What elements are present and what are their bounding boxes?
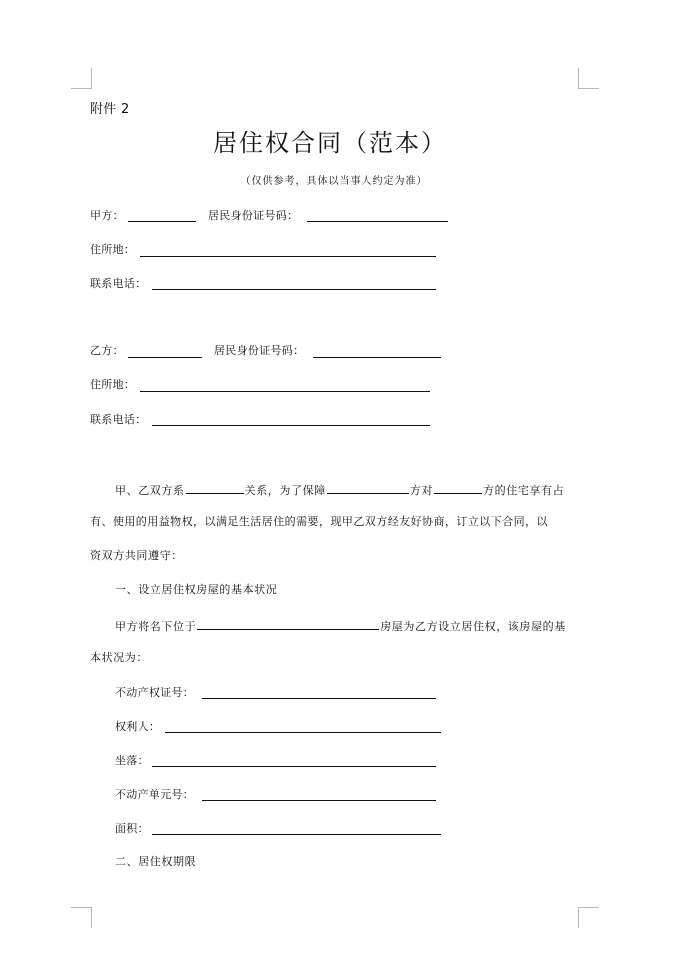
unit-number-blank[interactable]: [202, 800, 436, 801]
owner-party-blank[interactable]: [434, 481, 482, 494]
page-corner-mark: [578, 907, 599, 928]
area-blank[interactable]: [152, 834, 441, 835]
owner-label: 权利人：: [115, 720, 161, 733]
intro-text: 方的住宅享有占: [483, 484, 565, 497]
section-1-paragraph: [115, 617, 566, 634]
party-b-name-blank[interactable]: [128, 357, 202, 358]
party-b-address-blank[interactable]: [140, 391, 430, 392]
party-a-id-blank[interactable]: [307, 221, 448, 222]
intro-text: 方对: [409, 484, 434, 497]
page-corner-mark: [578, 68, 599, 89]
protected-party-blank[interactable]: [327, 481, 409, 494]
section-2-heading: 二、居住权期限: [115, 855, 197, 868]
house-location-blank[interactable]: [197, 617, 379, 630]
location-blank[interactable]: [152, 766, 436, 767]
party-b-address-label: 住所地：: [90, 378, 136, 391]
unit-number-label: 不动产单元号：: [115, 788, 195, 801]
owner-blank[interactable]: [165, 732, 441, 733]
party-a-phone-label: 联系电话：: [90, 277, 147, 290]
party-b-phone-label: 联系电话：: [90, 413, 147, 426]
page-corner-mark: [71, 907, 92, 928]
party-a-phone-blank[interactable]: [152, 289, 436, 290]
section-1-paragraph-line-2: 本状况为：: [90, 651, 148, 664]
party-a-name-blank[interactable]: [128, 221, 196, 222]
section-1-text: 甲方将名下位于: [115, 620, 197, 633]
section-1-heading: 一、设立居住权房屋的基本状况: [115, 583, 278, 596]
party-a-address-label: 住所地：: [90, 243, 136, 256]
party-b-phone-blank[interactable]: [152, 425, 430, 426]
cert-number-label: 不动产权证号：: [115, 686, 195, 699]
intro-line-1: [115, 481, 564, 498]
area-label: 面积：: [115, 822, 149, 835]
intro-line-3: 资双方共同遵守：: [90, 549, 183, 562]
party-a-address-blank[interactable]: [140, 256, 436, 257]
party-a-id-label: 居民身份证号码：: [208, 209, 299, 222]
section-1-text: 房屋为乙方设立居住权，该房屋的基: [380, 620, 566, 633]
party-b-id-label: 居民身份证号码：: [214, 344, 305, 357]
attachment-label: 附件 2: [90, 102, 130, 117]
party-a-label: 甲方：: [90, 209, 124, 222]
intro-text: 关系，为了保障: [244, 484, 326, 497]
document-title: 居住权合同（范本）: [213, 129, 447, 157]
location-label: 坐落：: [115, 754, 149, 767]
intro-line-2: 有、使用的用益物权，以满足生活居住的需要，现甲乙双方经友好协商，订立以下合同，以: [90, 515, 548, 528]
party-b-label: 乙方：: [90, 344, 124, 357]
cert-number-blank[interactable]: [202, 698, 436, 699]
intro-text: 甲、乙双方系: [115, 484, 185, 497]
page-corner-mark: [71, 68, 92, 89]
party-b-id-blank[interactable]: [313, 357, 441, 358]
relationship-blank[interactable]: [186, 481, 244, 494]
document-subtitle: （仅供参考，具体以当事人约定为准）: [240, 176, 428, 187]
